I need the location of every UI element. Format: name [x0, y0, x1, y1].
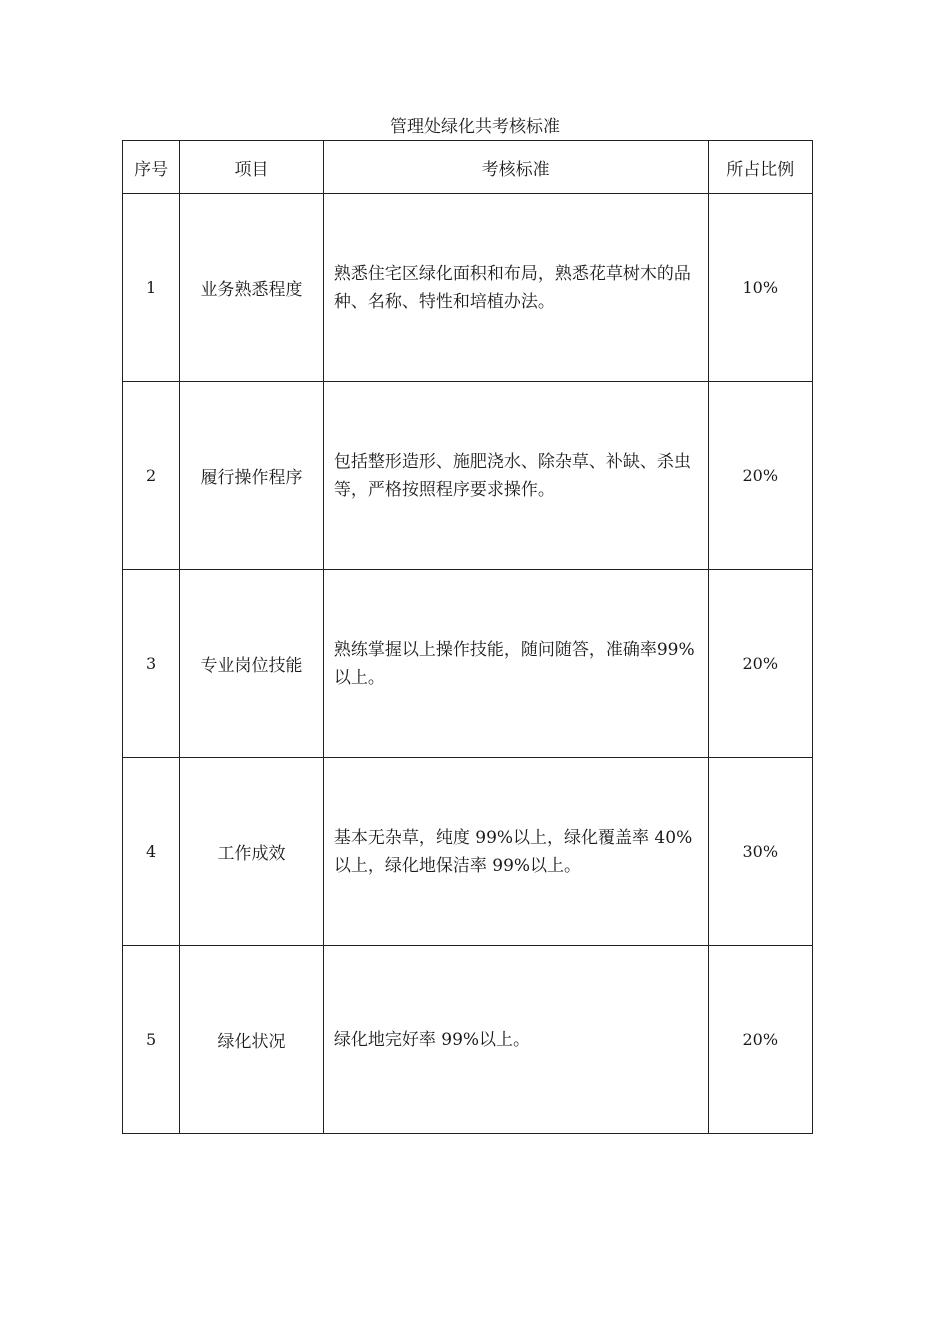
table-row: [123, 382, 813, 570]
row-item: 工作成效: [180, 758, 324, 946]
table-header-row: [123, 141, 813, 194]
row-num: 3: [123, 570, 180, 758]
row-item: 业务熟悉程度: [180, 194, 324, 382]
table-row: [123, 946, 813, 1134]
header-num: 序号: [123, 141, 180, 194]
row-ratio: 20%: [708, 382, 812, 570]
header-item: 项目: [180, 141, 324, 194]
row-item: 绿化状况: [180, 946, 324, 1134]
header-standard: 考核标准: [323, 141, 708, 194]
row-num: 2: [123, 382, 180, 570]
assessment-table: [122, 140, 813, 1134]
row-item: 专业岗位技能: [180, 570, 324, 758]
row-num: 4: [123, 758, 180, 946]
row-ratio: 10%: [708, 194, 812, 382]
row-num: 5: [123, 946, 180, 1134]
row-ratio: 20%: [708, 570, 812, 758]
row-standard: 绿化地完好率 99%以上。: [323, 946, 708, 1134]
row-standard: 熟悉住宅区绿化面积和布局，熟悉花草树木的品种、名称、特性和培植办法。: [323, 194, 708, 382]
row-ratio: 30%: [708, 758, 812, 946]
header-ratio: 所占比例: [708, 141, 812, 194]
row-standard: 熟练掌握以上操作技能，随问随答，准确率99%以上。: [323, 570, 708, 758]
row-ratio: 20%: [708, 946, 812, 1134]
table-row: [123, 194, 813, 382]
table-row: [123, 570, 813, 758]
row-item: 履行操作程序: [180, 382, 324, 570]
row-standard: 包括整形造形、施肥浇水、除杂草、补缺、杀虫等，严格按照程序要求操作。: [323, 382, 708, 570]
page-title: 管理处绿化共考核标准: [390, 117, 560, 137]
row-standard: 基本无杂草，纯度 99%以上，绿化覆盖率 40%以上，绿化地保洁率 99%以上。: [323, 758, 708, 946]
row-num: 1: [123, 194, 180, 382]
table-row: [123, 758, 813, 946]
